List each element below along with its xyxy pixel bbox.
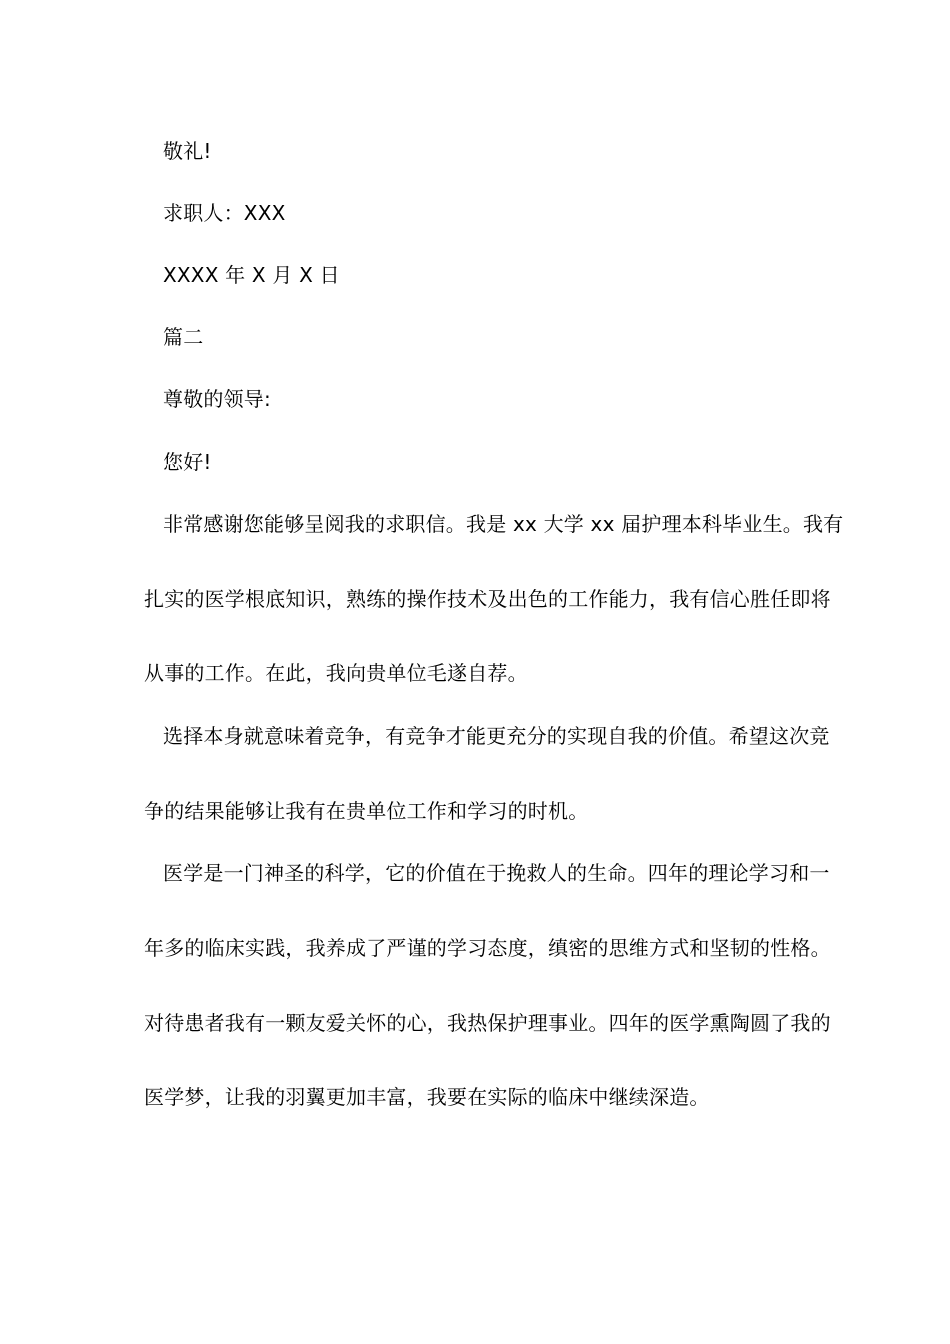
paragraph-1-line-1: 非常感谢您能够呈阅我的求职信。我是 xx 大学 xx 届护理本科毕业生。我有	[163, 512, 844, 536]
paragraph-1-line-3: 从事的工作。在此，我向贵单位毛遂自荐。	[144, 661, 528, 685]
section-heading: 篇二	[163, 325, 204, 349]
closing-salutation: 敬礼!	[163, 139, 212, 163]
paragraph-2-line-2: 争的结果能够让我有在贵单位工作和学习的时机。	[144, 799, 589, 823]
paragraph-3-line-4: 医学梦，让我的羽翼更加丰富，我要在实际的临床中继续深造。	[144, 1085, 710, 1109]
paragraph-2-line-1: 选择本身就意味着竞争，有竞争才能更充分的实现自我的价值。希望这次竞	[163, 724, 830, 748]
greeting-recipient: 尊敬的领导:	[163, 387, 271, 411]
paragraph-3-line-3: 对待患者我有一颗友爱关怀的心，我热保护理事业。四年的医学熏陶圆了我的	[144, 1011, 831, 1035]
applicant-signature: 求职人：XXX	[163, 201, 286, 225]
greeting-hello: 您好!	[163, 450, 212, 474]
paragraph-3-line-2: 年多的临床实践，我养成了严谨的学习态度，缜密的思维方式和坚韧的性格。	[144, 936, 831, 960]
paragraph-3-line-1: 医学是一门神圣的科学，它的价值在于挽救人的生命。四年的理论学习和一	[163, 861, 830, 885]
letter-date: XXXX 年 X 月 X 日	[163, 263, 340, 287]
paragraph-1-line-2: 扎实的医学根底知识，熟练的操作技术及出色的工作能力，我有信心胜任即将	[144, 587, 831, 611]
